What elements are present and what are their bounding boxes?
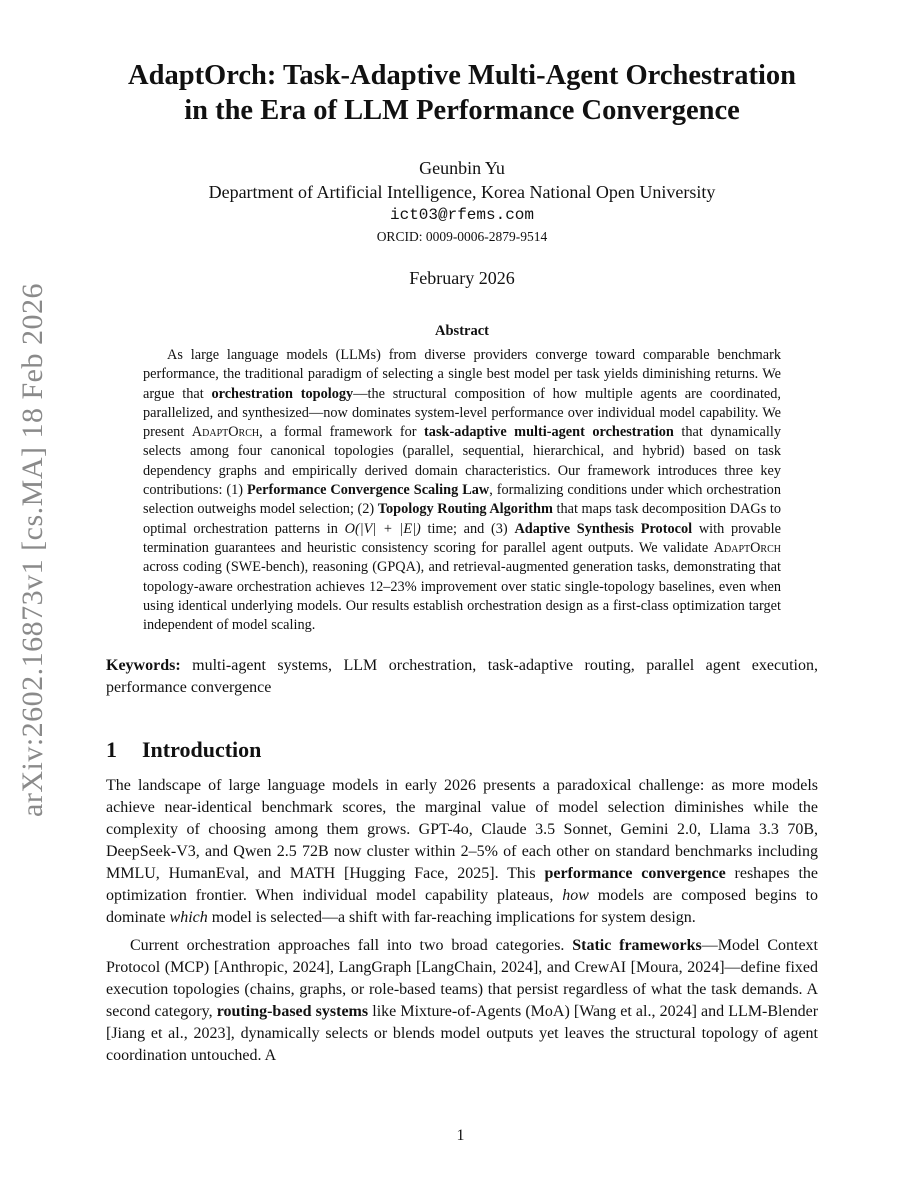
arxiv-sidebar [8, 270, 58, 830]
section-number: 1 [106, 737, 117, 763]
para-text: models are composed begins to dominate [106, 887, 819, 927]
abstract-text: that dynamically selects among four canonical topologies (parallel, sequential, hierarchical, and hybrid) based on task dependency graphs and empirically derived domain characteristics. Our framework introduces three key contributions: (1) [143, 424, 781, 499]
para-italic: which [169, 909, 208, 927]
abstract-smallcaps: AdaptOrch [713, 539, 781, 556]
author-name: Geunbin Yu [419, 158, 505, 178]
paper-page [106, 58, 818, 1067]
intro-paragraph-2 [106, 935, 818, 1067]
keywords-label: Keywords: [106, 657, 181, 675]
page-number: 1 [456, 1127, 465, 1144]
abstract-bold: task-adaptive multi-agent orchestration [424, 424, 674, 441]
intro-paragraph-1 [106, 775, 818, 929]
abstract-body [143, 346, 781, 635]
para-bold: Static frameworks [572, 937, 702, 955]
abstract-smallcaps: AdaptOrch [191, 424, 260, 441]
para-text: like Mixture-of-Agents (MoA) [Wang et al., 2024] and LLM-Blender [Jiang et al., 2023], dynamically selects or blends model outputs yet leaves the structural topology of agent coordination untouched. A [106, 1003, 819, 1065]
author-email[interactable]: ict03@rfems.com [389, 206, 535, 224]
paper-title [106, 58, 818, 128]
abstract-text: that maps task decomposition DAGs to optimal orchestration patterns in [143, 501, 782, 537]
section-heading-introduction [106, 737, 818, 763]
para-text: model is selected—a shift with far-reaching implications for system design. [207, 909, 696, 927]
abstract-text: , formalizing conditions under which orchestration selection outweighs model selection; (2) [143, 482, 781, 518]
author-block [106, 156, 818, 248]
abstract-bold: Topology Routing Algorithm [377, 501, 553, 518]
para-italic: how [562, 887, 589, 905]
section-title: Introduction [142, 737, 262, 763]
para-text: The landscape of large language models in early 2026 presents a paradoxical challenge: as more models achieve near-identical benchmark scores, the marginal value of model selection diminishes while the complexity of choosing among them grows. GPT-4o, Claude 3.5 Sonnet, Gemini 2.0, Llama 3.3 70B, DeepSeek-V3, and Qwen 2.5 72B now cluster within 2–5% of each other on standard benchmarks including MMLU, HumanEval, and MATH [Hugging Face, 2025]. This [106, 777, 818, 883]
para-text: Current orchestration approaches fall into two broad categories. [130, 937, 573, 955]
abstract-heading: Abstract [435, 323, 489, 339]
arxiv-identifier: arXiv:2602.16873v1 [cs.MA] 18 Feb 2026 [16, 283, 50, 817]
abstract-text: with provable termination guarantees and heuristic consistency scoring for parallel agent outputs. We validate [143, 520, 781, 556]
para-text: reshapes the optimization frontier. When individual model capability plateaus, [106, 865, 819, 905]
publication-date: February 2026 [409, 268, 515, 288]
para-bold: routing-based systems [216, 1003, 369, 1021]
abstract-bold: Performance Convergence Scaling Law [247, 482, 490, 499]
abstract-text: , a formal framework for [259, 424, 425, 441]
para-bold: performance convergence [544, 865, 726, 883]
keywords-list: multi-agent systems, LLM orchestration, task-adaptive routing, parallel agent execution, performance convergence [106, 657, 818, 697]
author-orcid: ORCID: 0009-0006-2879-9514 [376, 229, 548, 244]
abstract-bold: Adaptive Synthesis Protocol [514, 520, 693, 537]
abstract-text: across coding (SWE-bench), reasoning (GPQA), and retrieval-augmented generation tasks, demonstrating that topology-aware orchestration achieves 12–23% improvement over static single-topology baselines, even when using identical underlying models. Our results establish orchestration design as a first-class optimization target independent of model scaling. [143, 559, 781, 634]
title-line-1: AdaptOrch: Task-Adaptive Multi-Agent Orchestration [128, 60, 796, 91]
abstract-bold: orchestration topology [211, 385, 354, 402]
abstract-text: As large language models (LLMs) from diverse providers converge toward comparable benchmark performance, the traditional paradigm of selecting a single best model per task yields diminishing returns. We argue that [143, 347, 781, 402]
author-affiliation: Department of Artificial Intelligence, Korea National Open University [208, 182, 716, 202]
abstract-text: time; and (3) [420, 520, 515, 537]
abstract-text: —the structural composition of how multiple agents are coordinated, parallelized, and synthesized—now dominates system-level performance over individual model capability. We present [143, 385, 782, 441]
title-line-2: in the Era of LLM Performance Convergence [184, 95, 740, 126]
abstract-math: O(|V| + |E|) [344, 520, 421, 537]
para-text: —Model Context Protocol (MCP) [Anthropic, 2024], LangGraph [LangChain, 2024], and CrewAI [Moura, 2024]—define fixed execution topologies (chains, graphs, or role-based teams) that persist regardless of what the task demands. A second category, [106, 937, 818, 1021]
keywords [106, 655, 818, 699]
